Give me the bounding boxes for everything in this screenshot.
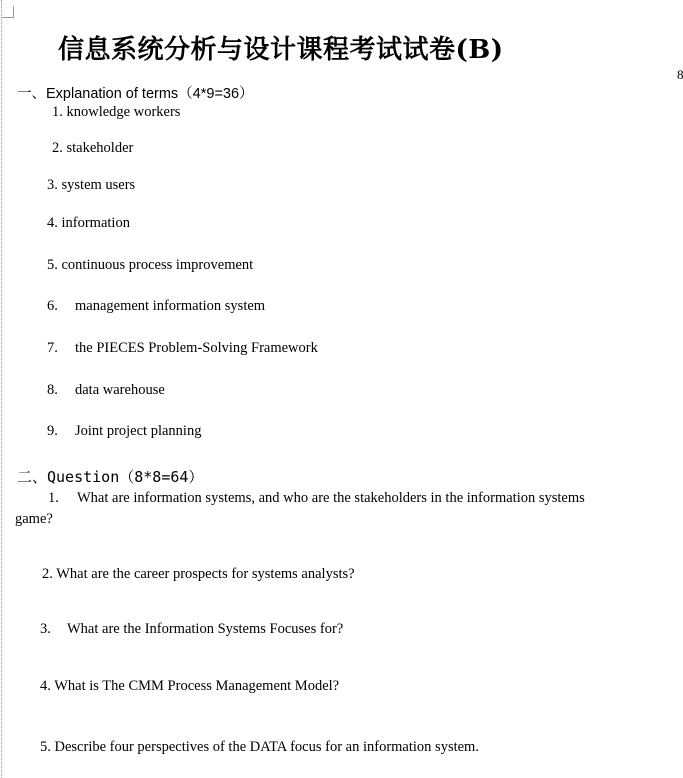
term-number: 5. <box>47 257 58 273</box>
question-item-2 <box>42 566 355 583</box>
term-number: 7. <box>47 340 58 356</box>
term-item-9 <box>47 423 201 440</box>
term-text: knowledge workers <box>66 104 181 120</box>
question-item-4 <box>40 678 339 695</box>
section-2-heading: 二、Question（8*8=64） <box>17 468 204 486</box>
margin-corner-mark <box>2 6 14 18</box>
edge-fragment: 8 <box>677 67 683 82</box>
term-text: system users <box>61 177 136 193</box>
question-item-1 <box>15 488 615 530</box>
question-number: 1. <box>48 490 59 506</box>
question-text: What are the Information Systems Focuses for? <box>67 621 344 637</box>
term-text: information <box>61 215 130 231</box>
question-number: 3. <box>40 621 51 637</box>
term-text: data warehouse <box>75 382 165 398</box>
term-item-7 <box>47 340 318 357</box>
term-item-2 <box>52 140 133 157</box>
term-item-5 <box>47 257 253 274</box>
exam-title: 信息系统分析与设计课程考试试卷(B) <box>58 35 504 65</box>
term-number: 1. <box>52 104 63 120</box>
term-text: the PIECES Problem-Solving Framework <box>75 340 318 356</box>
term-text: stakeholder <box>66 140 134 156</box>
term-number: 4. <box>47 215 58 231</box>
term-number: 8. <box>47 382 58 398</box>
term-item-8 <box>47 382 165 399</box>
question-text: What are the career prospects for systems analysts? <box>56 566 355 582</box>
question-number: 5. <box>40 739 51 755</box>
question-item-3 <box>40 621 343 638</box>
section-1-heading: 一、Explanation of terms（4*9=36） <box>17 86 254 102</box>
term-number: 3. <box>47 177 58 193</box>
question-item-5 <box>40 739 479 756</box>
question-text: What are information systems, and who are the stakeholders in the information systems game? <box>15 490 585 527</box>
term-text: continuous process improvement <box>61 257 254 273</box>
question-text: Describe four perspectives of the DATA focus for an information system. <box>54 739 479 755</box>
term-number: 9. <box>47 423 58 439</box>
term-text: Joint project planning <box>75 423 202 439</box>
term-number: 2. <box>52 140 63 156</box>
question-text: What is The CMM Process Management Model? <box>54 678 340 694</box>
term-number: 6. <box>47 298 58 314</box>
term-item-1 <box>52 104 180 121</box>
term-item-4 <box>47 215 130 232</box>
question-number: 4. <box>40 678 51 694</box>
term-item-6 <box>47 298 265 315</box>
term-item-3 <box>47 177 135 194</box>
page-margin-line <box>1 0 2 778</box>
question-number: 2. <box>42 566 53 582</box>
term-text: management information system <box>75 298 266 314</box>
